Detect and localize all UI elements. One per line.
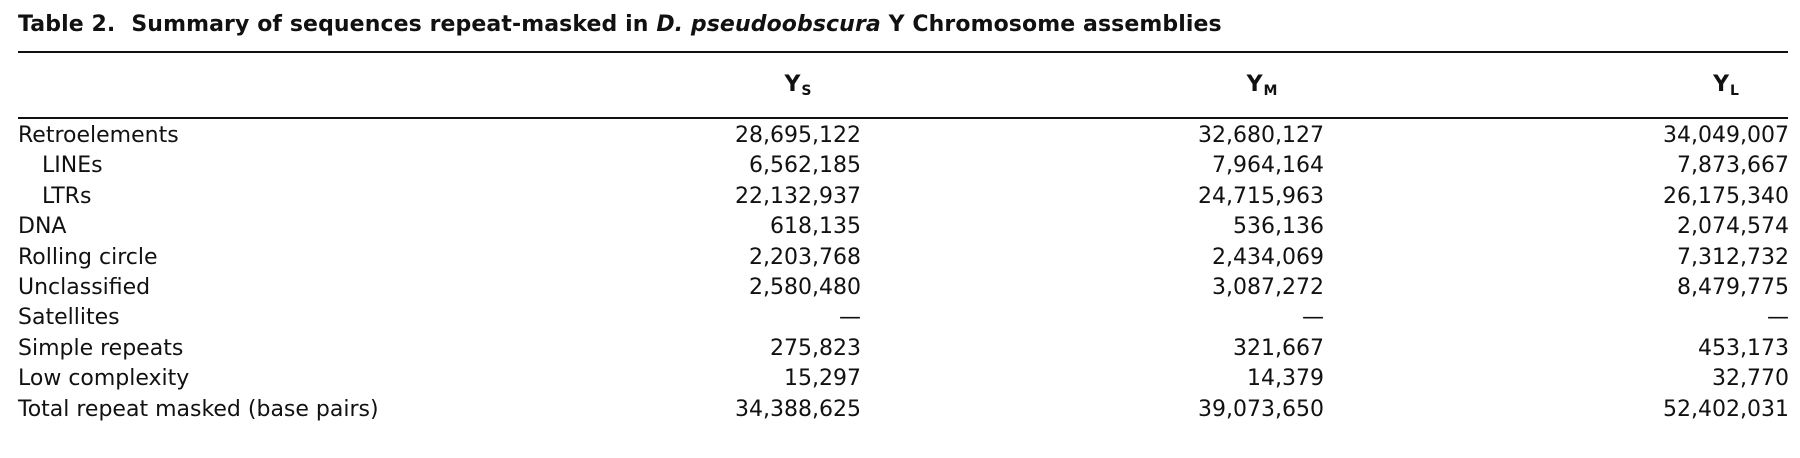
table-cell: 22,132,937 [735,183,861,209]
table-cell: 2,434,069 [1212,244,1324,270]
table-cell: 24,715,963 [1198,183,1324,209]
table-cell: 453,173 [1698,335,1789,361]
table-cell: 7,964,164 [1212,153,1324,179]
table-cell: 52,402,031 [1663,396,1789,422]
table-cell: 39,073,650 [1198,396,1324,422]
table-cell: 7,312,732 [1677,244,1789,270]
top-rule [18,51,1788,53]
table-cell: 2,203,768 [749,244,861,270]
column-header-base: Y [784,72,801,97]
table-row [0,273,1800,303]
table-row [0,182,1800,212]
table-cell: 15,297 [784,366,861,392]
table-row [0,243,1800,273]
table-cell: 8,479,775 [1677,275,1789,300]
table-cell: 6,562,185 [749,153,861,179]
row-label: Low complexity [18,366,190,392]
table-cell: — [839,305,861,331]
table-row [0,303,1800,333]
table-row [0,121,1800,151]
row-label: Total repeat masked (base pairs) [18,396,379,422]
table-cell: 536,136 [1233,214,1324,240]
column-header-base: Y [1713,72,1729,97]
row-label: Retroelements [18,123,179,148]
column-header-subscript: L [1730,83,1739,99]
table-cell: 7,873,667 [1677,153,1789,179]
table-cell: 14,379 [1247,366,1324,392]
row-label: Unclassified [18,275,151,300]
row-label: Satellites [18,305,120,331]
table-label: Table 2. [18,12,116,37]
table-cell: 2,580,480 [749,275,861,300]
table-cell: 3,087,272 [1212,275,1324,300]
column-header-subscript: M [1263,83,1278,99]
column-header-yl [1666,72,1786,99]
column-header-ys [738,72,858,99]
row-label: LINEs [42,153,103,179]
header-rule [18,117,1788,119]
table-cell: 275,823 [770,335,861,361]
table-row [0,151,1800,181]
table-cell: 34,049,007 [1663,123,1789,148]
table-row [0,395,1800,425]
caption-text-post: Y Chromosome assemblies [880,12,1222,37]
caption-species: D. pseudoobscura [656,12,881,37]
table-cell: 28,695,122 [735,123,861,148]
column-header-subscript: S [801,83,812,99]
table-cell: 34,388,625 [735,396,861,422]
table-cell: 32,680,127 [1198,123,1324,148]
column-header-base: Y [1246,72,1263,97]
column-header-ym [1202,72,1322,99]
caption-text-pre: Summary of sequences repeat-masked in [131,12,657,37]
row-label: DNA [18,214,67,240]
table-caption [18,12,1222,37]
table-cell: 32,770 [1712,366,1789,392]
table-cell: — [1767,305,1789,331]
table-cell: 26,175,340 [1663,183,1789,209]
table-cell: — [1302,305,1324,331]
table-cell: 321,667 [1233,335,1324,361]
table-row [0,334,1800,364]
table-row [0,364,1800,394]
table-cell: 2,074,574 [1677,214,1789,240]
table-row [0,212,1800,242]
row-label: Rolling circle [18,244,158,270]
row-label: LTRs [42,183,92,209]
row-label: Simple repeats [18,335,184,361]
table-cell: 618,135 [770,214,861,240]
